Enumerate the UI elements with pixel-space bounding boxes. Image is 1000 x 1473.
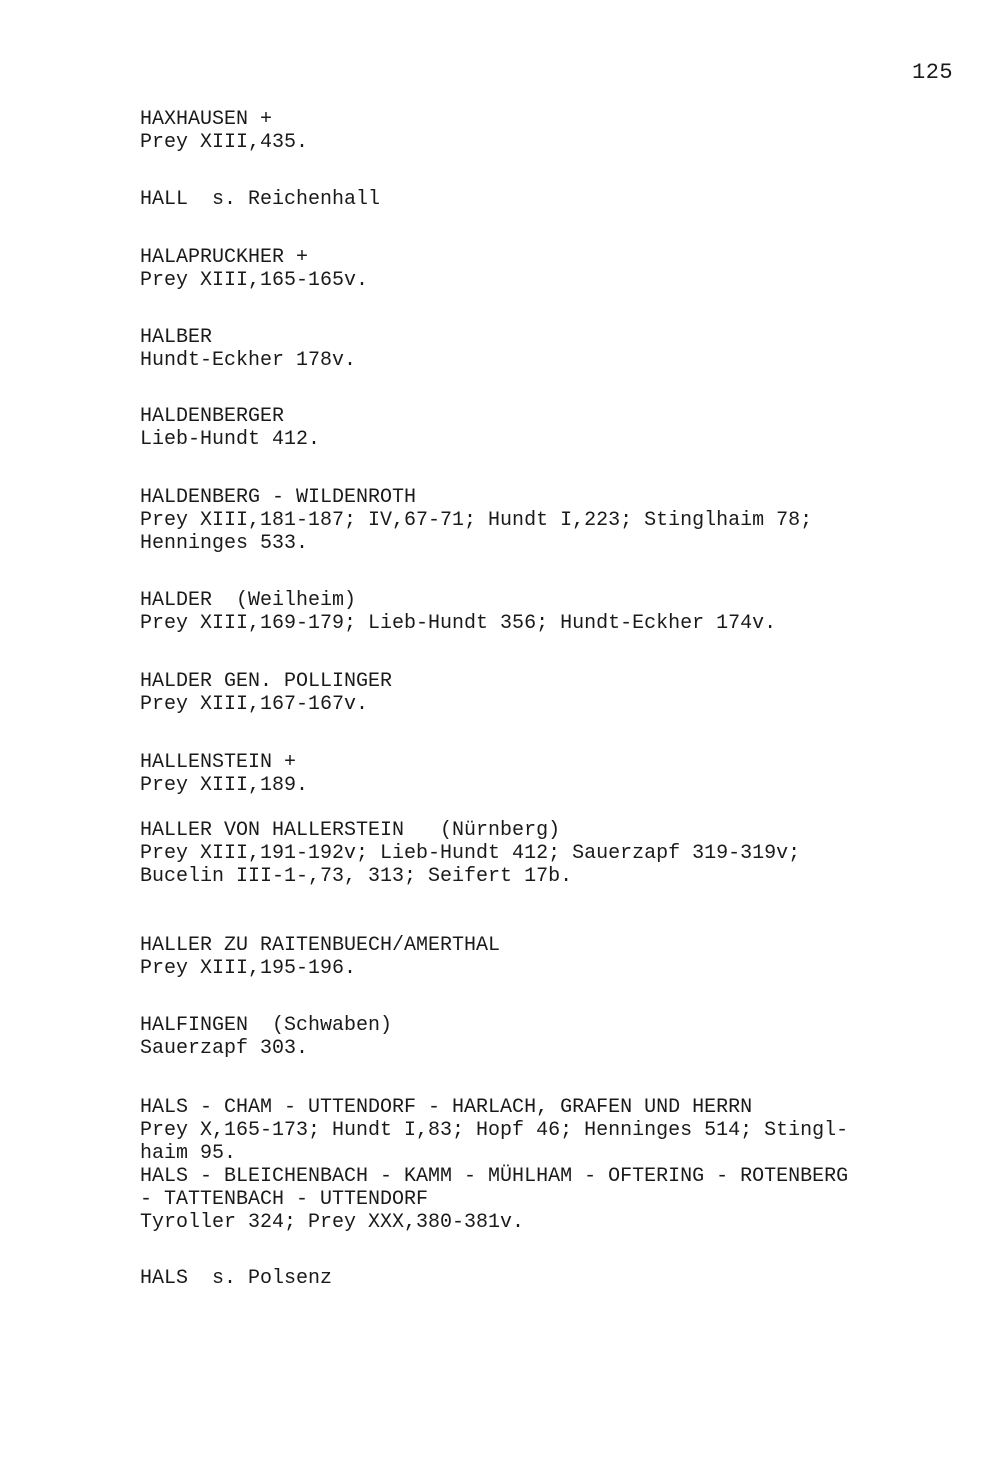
entry-heading: HALS - CHAM - UTTENDORF - HARLACH, GRAFEN UND HERRN [140,1096,753,1119]
entry-reference: Prey X,165-173; Hundt I,83; Hopf 46; Henninges 514; Stingl- [140,1119,849,1142]
entry-reference: Prey XIII,167-167v. [140,693,369,716]
entry-reference: Sauerzapf 303. [140,1037,309,1060]
index-entry [140,326,970,372]
entry-heading: HALDER (Weilheim) [140,589,357,612]
index-entry [140,188,970,211]
entry-heading: HALLENSTEIN + [140,751,297,774]
entry-heading: HALLER ZU RAITENBUECH/AMERTHAL [140,934,501,957]
entry-heading: HALFINGEN (Schwaben) [140,1014,393,1037]
entry-heading: HALL s. Reichenhall [140,188,381,211]
index-entry [140,819,970,888]
entry-heading: HALS s. Polsenz [140,1267,333,1290]
entry-reference: Henninges 533. [140,532,309,555]
index-entry [140,751,970,797]
index-entry [140,670,970,716]
page-number: 125 [912,60,954,85]
entry-reference: Prey XIII,181-187; IV,67-71; Hundt I,223; Stinglhaim 78; [140,509,813,532]
entry-reference: Prey XIII,435. [140,131,309,154]
entry-heading: HALLER VON HALLERSTEIN (Nürnberg) [140,819,561,842]
entry-reference: Tyroller 324; Prey XXX,380-381v. [140,1211,525,1234]
entry-heading: HALDENBERGER [140,405,285,428]
index-entry [140,589,970,635]
entry-reference: Prey XIII,189. [140,774,309,797]
index-entry [140,405,970,451]
entry-reference: Lieb-Hundt 412. [140,428,321,451]
entry-reference: Prey XIII,165-165v. [140,269,369,292]
index-entry [140,108,970,154]
entry-heading: HALDENBERG - WILDENROTH [140,486,417,509]
entry-reference: Prey XIII,169-179; Lieb-Hundt 356; Hundt-Eckher 174v. [140,612,777,635]
entry-heading: HALS - BLEICHENBACH - KAMM - MÜHLHAM - OFTERING - ROTENBERG [140,1165,849,1188]
entry-heading: HAXHAUSEN + [140,108,273,131]
entry-heading: - TATTENBACH - UTTENDORF [140,1188,429,1211]
index-entry [140,1014,970,1060]
index-entry [140,486,970,555]
entry-reference: Hundt-Eckher 178v. [140,349,357,372]
entry-heading: HALAPRUCKHER + [140,246,309,269]
entry-reference: Prey XIII,191-192v; Lieb-Hundt 412; Sauerzapf 319-319v; [140,842,801,865]
entry-reference: haim 95. [140,1142,237,1165]
entry-reference: Prey XIII,195-196. [140,957,357,980]
entry-heading: HALDER GEN. POLLINGER [140,670,393,693]
index-entry [140,934,970,980]
entry-reference: Bucelin III-1-,73, 313; Seifert 17b. [140,865,573,888]
entry-heading: HALBER [140,326,213,349]
index-entry [140,1096,970,1234]
index-entry [140,246,970,292]
index-entry [140,1267,970,1290]
